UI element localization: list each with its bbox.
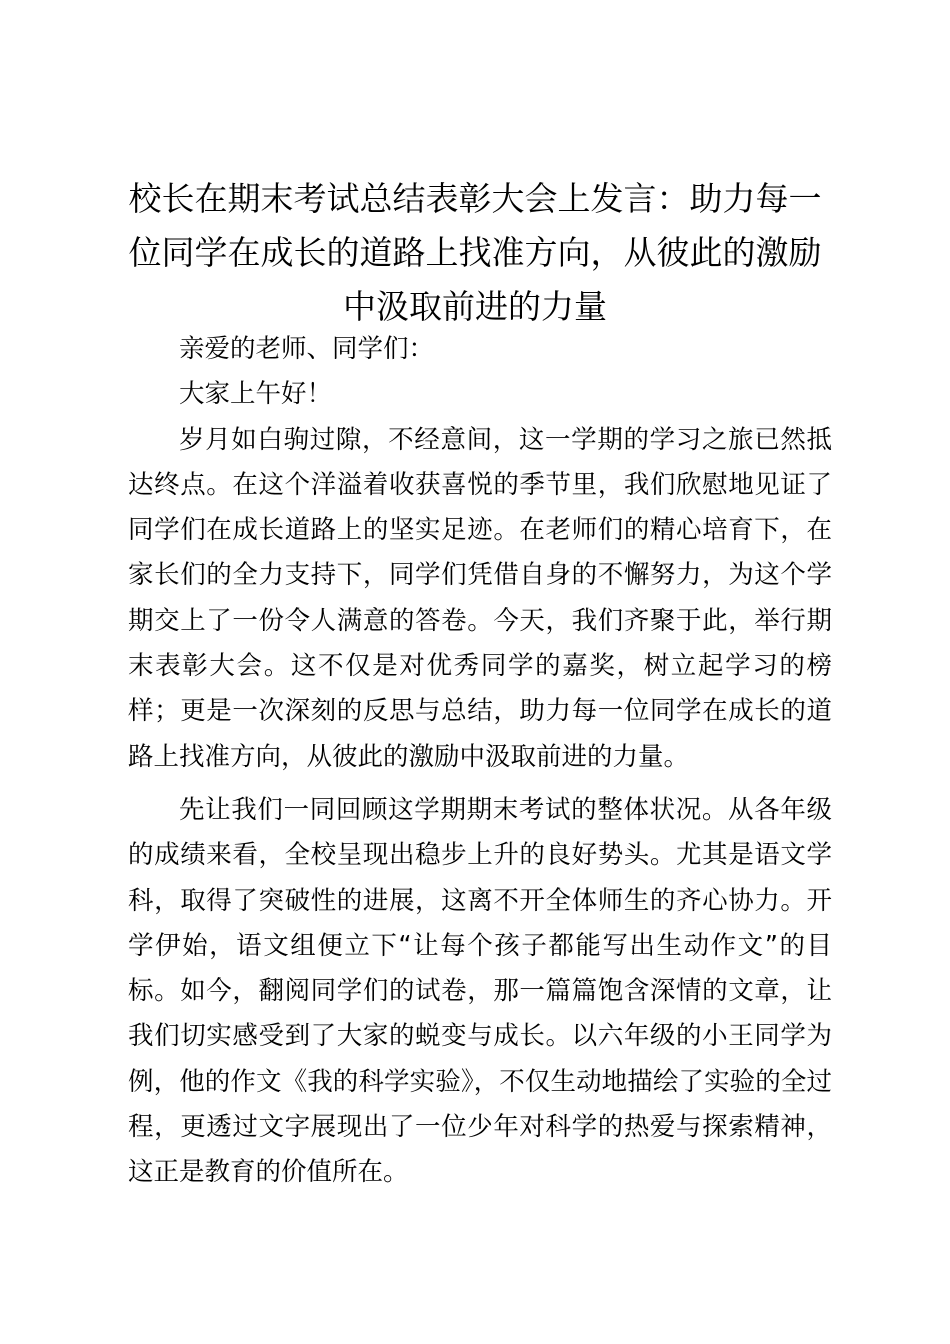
paragraph-1: 岁月如白驹过隙，不经意间，这一学期的学习之旅已然抵达终点。在这个洋溢着收获喜悦的季节里，我们欣慰地见证了同学们在成长道路上的坚实足迹。在老师们的精心培育下，在家长们的全力支持下，同学们凭借自身的不懈努力，为这个学期交上了一份令人满意的答卷。今天，我们齐聚于此，举行期末表彰大会。这不仅是对优秀同学的嘉奖，树立起学习的榜样；更是一次深刻的反思与总结，助力每一位同学在成长的道路上找准方向，从彼此的激励中汲取前进的力量。 [128,424,832,772]
paragraph-2: 先让我们一同回顾这学期期末考试的整体状况。从各年级的成绩来看，全校呈现出稳步上升的良好势头。尤其是语文学科，取得了突破性的进展，这离不开全体师生的齐心协力。开学伊始，语文组便立下“让每个孩子都能写出生动作文”的目标。如今，翻阅同学们的试卷，那一篇篇饱含深情的文章，让我们切实感受到了大家的蜕变与成长。以六年级的小王同学为例，他的作文《我的科学实验》，不仅生动地描绘了实验的全过程，更透过文字展现出了一位少年对科学的热爱与探索精神，这正是教育的价值所在。 [128,794,832,1188]
greeting: 大家上午好！ [179,379,333,410]
document-body [128,327,832,1196]
salutation: 亲爱的老师、同学们： [179,334,435,364]
document-title: 校长在期末考试总结表彰大会上发言：助力每一位同学在成长的道路上找准方向，从彼此的激励中汲取前进的力量 [128,179,822,326]
